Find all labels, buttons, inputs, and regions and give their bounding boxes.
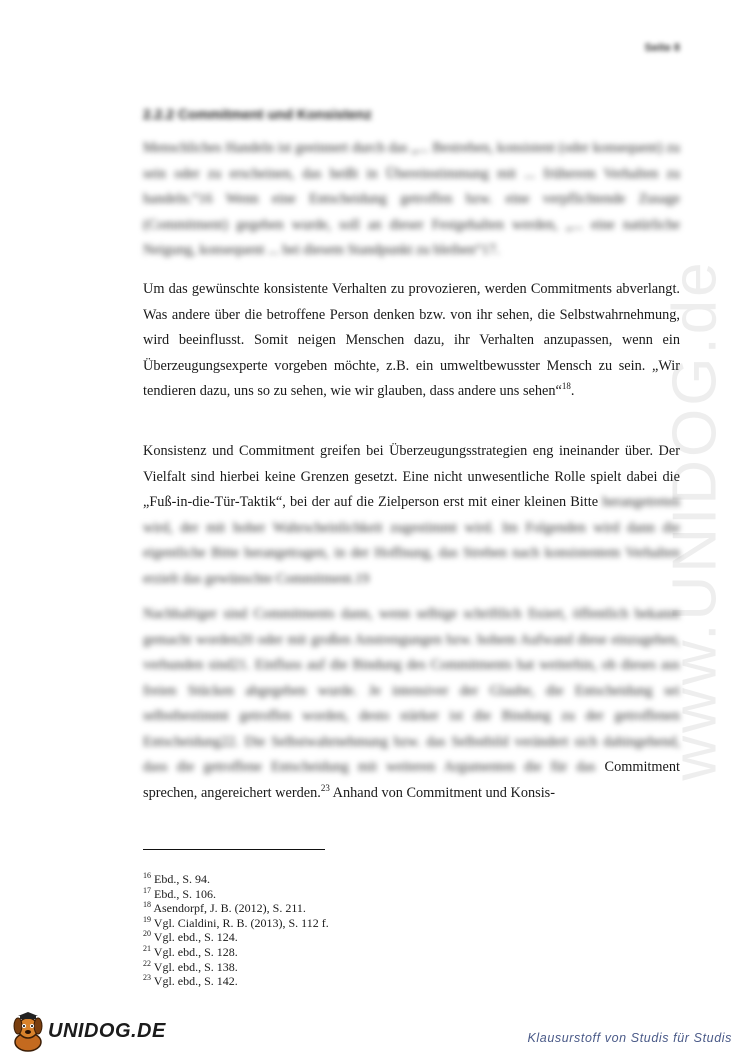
footnote-item: $^{20}$ Vgl. ebd., S. 124. (143, 929, 238, 945)
footnote-list (143, 872, 329, 989)
section-heading: 2.2.2 Commitment und Konsistenz (143, 106, 372, 122)
logo-text: UNIDOG.DE (48, 1020, 166, 1042)
paragraph-4 (143, 602, 680, 806)
footnote-ref-18: 18 (561, 381, 571, 392)
footnote-item: $^{21}$ Vgl. ebd., S. 128. (143, 943, 238, 959)
paragraph-2-text: Um das gewünschte konsistente Verhalten zu provozieren, werden Commitments abverlangt. Was andere über die betroffene Person denken bzw. von ihr sehen, die Selbstwahrnehmung, wird beeinflusst. Somit neigen Menschen dazu, ihr Verhalten anzupassen, wenn ein Überzeugungsexperte vorgeben möchte, z.B. ein umweltbewusster Mensch zu sein. „Wir tendieren dazu, uns so zu sehen, wie wir glauben, dass andere uns sehen“ (143, 281, 680, 399)
footnote-ref-23: 23 (320, 782, 330, 793)
watermark-text: www.UNIDOG.de (660, 259, 730, 781)
dog-mascot-icon (8, 1012, 48, 1054)
paragraph-4-clear: Commitment sprechen, angereichert werden. (143, 759, 680, 801)
paragraph-3 (143, 439, 680, 592)
footnote-rule (143, 849, 325, 850)
paragraph-3-clear: Konsistenz und Commitment greifen bei Überzeugungsstrategien eng ineinander über. Der Vielfalt sind hierbei keine Grenzen gesetzt. Eine nicht unwesentliche Rolle spielt dabei die „Fuß-in-die-Tür-Taktik“, bei der auf die Zielperson erst mit einer kleinen Bitte (143, 443, 680, 510)
paragraph-2 (143, 277, 680, 405)
paragraph-2-end: . (570, 383, 575, 399)
paragraph-3-blurred: herangetreten wird, der mit hoher Wahrscheinlichkeit zugestimmt wird. Im Folgenden wird dann die eigentliche Bitte herangetragen, in der Hoffnung, das Streben nach konsistentem Verhalten erzielt das gewünschte Commitment.19 (143, 494, 680, 587)
unidog-logo[interactable] (8, 1012, 166, 1054)
footnote-item: $^{18}$ Asendorpf, J. B. (2012), S. 211. (143, 900, 306, 916)
paragraph-4-clear-end: Anhand von Commitment und Konsis- (329, 784, 556, 801)
footnote-item: $^{23}$ Vgl. ebd., S. 142. (143, 973, 238, 989)
paragraph-1: Menschliches Handeln ist geeinnert durch das „... Bestreben, konsistent (oder konsequent) zu sein oder zu erscheinen, das heißt in Übereinstimmung mit ... früherem Verhalten zu handeln.“16 Wenn eine Entscheidung getroffen bzw. eine verpflichtende Zusage (Commitment) gegeben wurde, soll an dieser Festgehalten werden, „... eine natürliche Neigung, konsequent ... bei diesem Standpunkt zu bleiben“17. (143, 140, 680, 258)
footnote-item: $^{22}$ Vgl. ebd., S. 138. (143, 958, 238, 974)
page-number: Seite 8 (644, 42, 680, 54)
paragraph-4-blurred: Nachhaltiger sind Commitments dann, wenn selbige schriftlich fixiert, öffentlich bekannt gemacht worden20 oder mit großen Anstrengungen bzw. hohem Aufwand diese einzugehen, verbunden sind21. Einfluss auf die Bindung des Commitments hat weiterhin, ob dieses aus freien Stücken abgegeben wurde. Je intensiver der Glaube, die Entscheidung sei selbstbestimmt getroffen worden, desto stärker ist die Bindung zu der getroffenen Entscheidung22. Die Selbstwahrnehmung bzw. das Selbstbild verändert sich dahingehend, dass die getroffene Entscheidung mit weiteren Argumenten die für das (143, 606, 680, 775)
footnote-item: $^{19}$ Vgl. Cialdini, R. B. (2013), S. 112 f. (143, 914, 329, 930)
footnote-item: $^{16}$ Ebd., S. 94. (143, 871, 211, 886)
footer-tagline: Klausurstoff von Studis für Studis (527, 1031, 732, 1045)
footnote-item: $^{17}$ Ebd., S. 106. (143, 885, 217, 901)
